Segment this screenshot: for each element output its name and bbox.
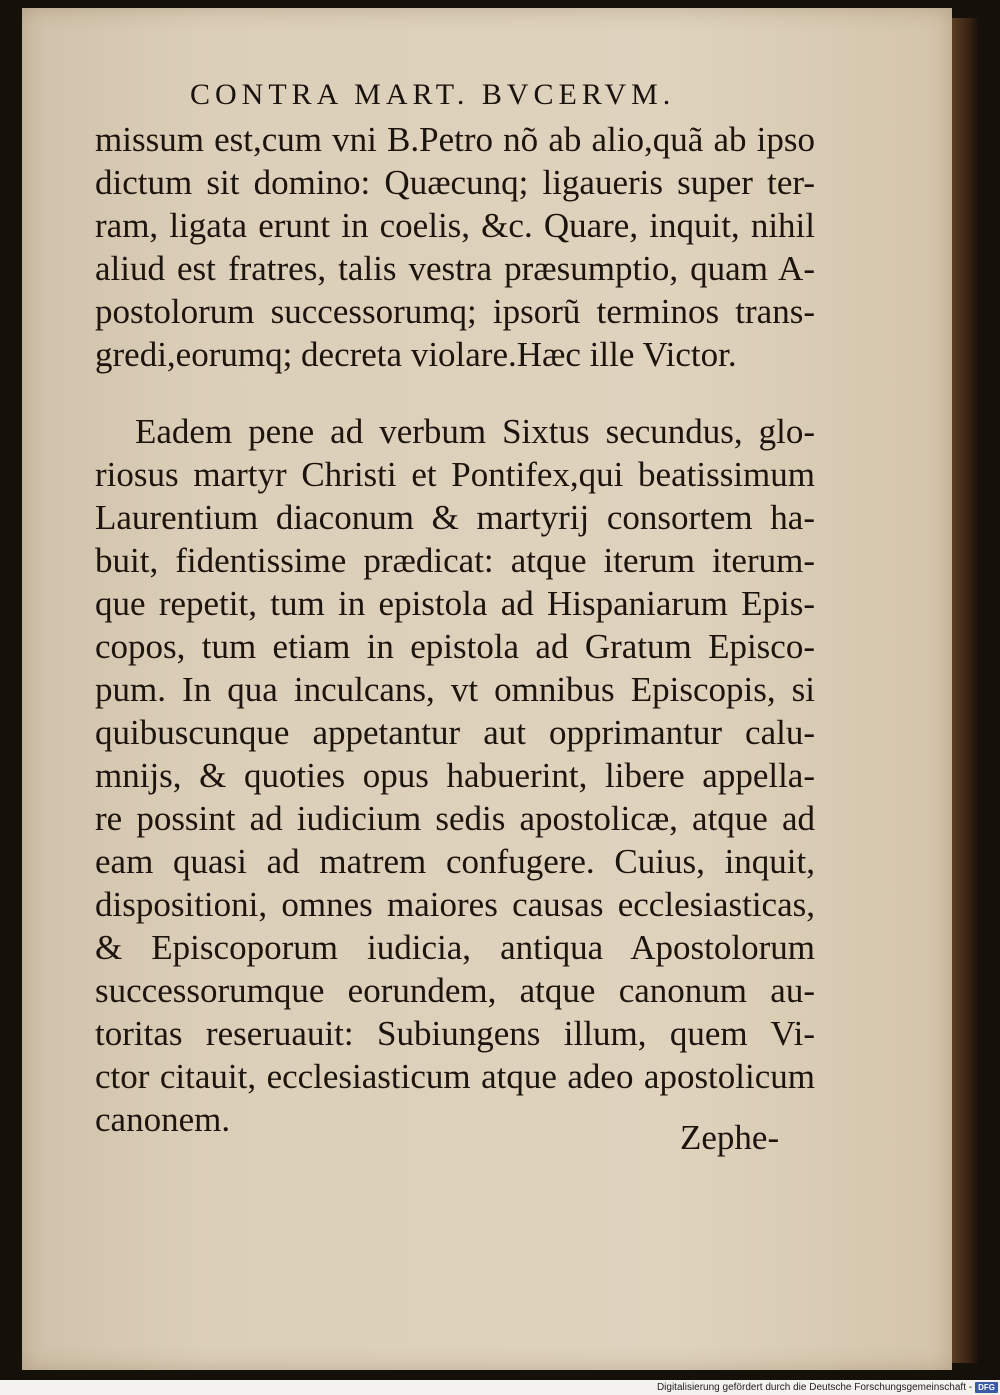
text-line: quibuscunque appetantur aut opprimantur calu- <box>95 713 815 752</box>
text-line: canonem. <box>95 1100 231 1139</box>
text-line: successorumque eorundem, atque canonum au- <box>95 971 815 1010</box>
dfg-logo-icon: DFG <box>975 1382 998 1393</box>
text-line: Laurentium diaconum & martyrij consortem ha- <box>95 498 815 537</box>
text-line: buit, fidentissime prædicat: atque iterum iterum- <box>95 541 815 580</box>
text-line: ctor citauit, ecclesiasticum atque adeo apostolicum <box>95 1057 815 1096</box>
text-line: dictum sit domino: Quæcunq; ligaueris super ter- <box>95 163 815 202</box>
text-line: que repetit, tum in epistola ad Hispaniarum Epis- <box>95 584 815 623</box>
text-line: copos, tum etiam in epistola ad Gratum Episco- <box>95 627 815 666</box>
text-line: aliud est fratres, talis vestra præsumptio, quam A- <box>95 249 815 288</box>
paragraph-1 <box>95 118 815 376</box>
digitization-footer <box>657 1380 998 1395</box>
text-line: & Episcoporum iudicia, antiqua Apostolorum <box>95 928 815 967</box>
text-line: postolorum successorumq; ipsorũ terminos trans- <box>95 292 815 331</box>
paragraph-2 <box>95 410 815 1141</box>
running-head: CONTRA MART. BVCERVM. <box>190 78 676 111</box>
text-line: ram, ligata erunt in coelis, &c. Quare, inquit, nihil <box>95 206 815 245</box>
text-line: mnijs, & quoties opus habuerint, libere appella- <box>95 756 815 795</box>
book-edge <box>952 18 978 1363</box>
text-line: missum est,cum vni B.Petro nõ ab alio,quã ab ipso <box>95 120 815 159</box>
text-line: riosus martyr Christi et Pontifex,qui beatissimum <box>95 455 815 494</box>
text-line: dispositioni, omnes maiores causas ecclesiasticas, <box>95 885 815 924</box>
text-line: gredi,eorumq; decreta violare.Hæc ille Victor. <box>95 335 737 374</box>
catchword: Zephe- <box>680 1118 780 1157</box>
text-line: Eadem pene ad verbum Sixtus secundus, glo- <box>135 412 815 451</box>
footer-credit: Digitalisierung gefördert durch die Deutsche Forschungsgemeinschaft - <box>656 1382 973 1393</box>
text-line: pum. In qua inculcans, vt omnibus Episcopis, si <box>95 670 815 709</box>
text-line: toritas reseruauit: Subiungens illum, quem Vi- <box>95 1014 815 1053</box>
text-line: re possint ad iudicium sedis apostolicæ, atque ad <box>95 799 815 838</box>
text-line: eam quasi ad matrem confugere. Cuius, inquit, <box>95 842 815 881</box>
